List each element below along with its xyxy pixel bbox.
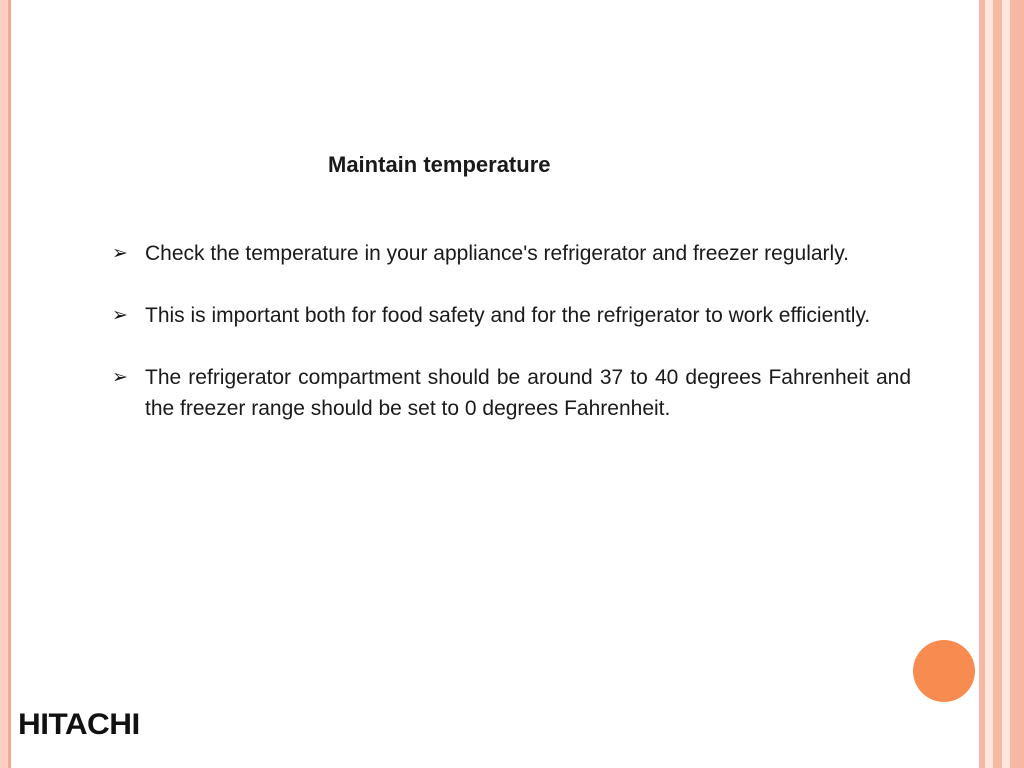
arrow-bullet-icon: ➢	[112, 305, 128, 326]
arrow-bullet-icon: ➢	[112, 243, 128, 264]
right-border-stripe	[1002, 0, 1010, 768]
bullet-text: The refrigerator compartment should be around 37 to 40 degrees Fahrenheit and the freezer range should be set to 0 degrees Fahrenheit.	[145, 366, 911, 420]
right-border-stripe	[985, 0, 993, 768]
left-border-line	[8, 0, 11, 768]
bullet-item	[112, 238, 911, 269]
bullet-text: Check the temperature in your appliance's refrigerator and freezer regularly.	[145, 242, 849, 265]
right-border-stripe	[993, 0, 1002, 768]
hitachi-logo: HITACHI	[18, 708, 140, 741]
right-border-stripe	[1010, 0, 1024, 768]
bullet-text: This is important both for food safety and for the refrigerator to work efficiently.	[145, 304, 871, 327]
accent-circle-decoration	[913, 640, 975, 702]
bullet-item	[112, 300, 911, 331]
bullet-item	[112, 362, 911, 424]
bullet-list	[112, 238, 911, 455]
arrow-bullet-icon: ➢	[112, 367, 128, 388]
slide-title: Maintain temperature	[328, 152, 551, 177]
